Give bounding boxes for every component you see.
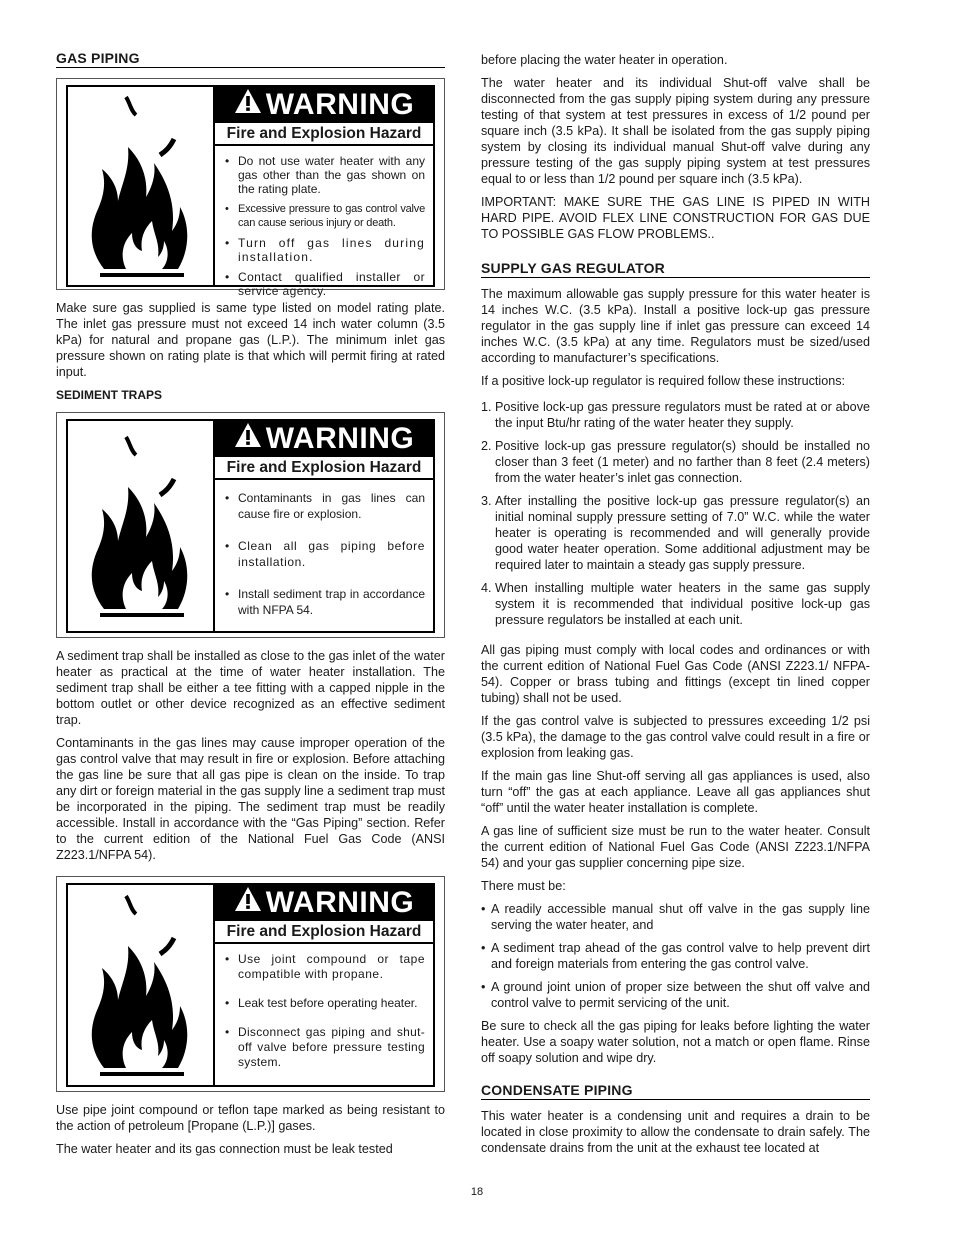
paragraph: Use pipe joint compound or teflon tape marked as being resistant to the action of petroleum [Propane (L.P.)] gases.: [56, 1103, 445, 1133]
paragraph: All gas piping must comply with local codes and ordinances or with the current edition of National Fuel Gas Code (ANSI Z223.1/ NFPA-54). Copper or brass tubing and fittings (except tin lined copper tubing) shall not be used.: [481, 643, 870, 705]
page-number: 18: [470, 1186, 484, 1198]
warning-triangle-icon: [234, 421, 262, 457]
section-heading-gas-piping: GAS PIPING: [56, 50, 445, 68]
warning-list: [215, 146, 433, 298]
warning-banner: [215, 885, 433, 921]
paragraph: Be sure to check all the gas piping for leaks before lighting the water heater. Use a soapy water solution, not a match or open flame. Rinse off soapy solution and wipe dry.: [481, 1019, 870, 1065]
paragraph: If the main gas line Shut-off serving all gas appliances is used, also turn “off” the gas at each appliance. Leave all gas appliances shut “off” until the water heater installation is complete.: [481, 769, 870, 815]
paragraph: A sediment trap shall be installed as close to the gas inlet of the water heater as practical at the time of water heater installation. The sediment trap shall be either a tee fitting with a capped nipple in the bottom outlet or other device recognized as an effective sediment trap.: [56, 649, 445, 727]
list-item: • A sediment trap ahead of the gas control valve to help prevent dirt and foreign materials from entering the gas control valve.: [481, 940, 870, 972]
step-number: 4.: [481, 581, 492, 595]
section-heading-condensate-piping: CONDENSATE PIPING: [481, 1082, 870, 1100]
warning-item: • Install sediment trap in accordance with NFPA 54.: [223, 586, 425, 618]
flame-icon: [68, 885, 215, 1085]
warning-frame: [66, 883, 435, 1087]
warning-triangle-icon: [234, 885, 262, 921]
flame-icon: [68, 87, 215, 285]
warning-triangle-icon: [234, 87, 262, 123]
hazard-title: Fire and Explosion Hazard: [215, 921, 433, 944]
warning-list: [215, 480, 433, 618]
section-heading-supply-gas-regulator: SUPPLY GAS REGULATOR: [481, 260, 870, 278]
paragraph: If a positive lock-up regulator is required follow these instructions:: [481, 374, 845, 388]
warning-banner: [215, 421, 433, 457]
warning-item: • Disconnect gas piping and shut-off valve before pressure testing system.: [223, 1025, 425, 1070]
paragraph: Contaminants in the gas lines may cause improper operation of the gas control valve that may result in fire or explosion. Before attaching the gas line be sure that all gas pipe is clean on the inside. To trap any dirt or foreign material in the gas supply line a sediment trap must be incorporated in the piping. The sediment trap must be readily accessible. Install in accordance with the “Gas Piping” section. Refer to the current edition of the National Fuel Gas Code (ANSI Z223.1/NFPA 54).: [56, 736, 445, 862]
warning-frame: [66, 85, 435, 298]
list-item: [481, 399, 870, 431]
hazard-title: Fire and Explosion Hazard: [215, 457, 433, 480]
warning-item: • Excessive pressure to gas control valve can cause serious injury or death.: [223, 202, 425, 230]
warning-box-contaminants: [56, 412, 445, 638]
subheading-sediment-traps: SEDIMENT TRAPS: [56, 388, 163, 402]
paragraph: If the gas control valve is subjected to pressures exceeding 1/2 psi (3.5 kPa), the damage to the gas control valve could result in a fire or explosion from leaking gas.: [481, 714, 870, 760]
warning-banner: [215, 87, 433, 123]
step-number: 1.: [481, 400, 492, 414]
list-item: [481, 438, 870, 486]
warning-title: WARNING: [265, 886, 415, 919]
paragraph: A gas line of sufficient size must be run to the water heater. Consult the current edition of National Fuel Gas Code (ANSI Z223.1/NFPA 54) and your gas supplier concerning pipe size.: [481, 824, 870, 870]
hazard-title: Fire and Explosion Hazard: [215, 123, 433, 146]
list-item: [481, 580, 870, 628]
step-text: Positive lock-up gas pressure regulators must be rated at or above the input Btu/hr rating of the water heater they supply.: [495, 400, 870, 430]
warning-title: WARNING: [265, 88, 415, 121]
step-number: 2.: [481, 439, 492, 453]
paragraph: This water heater is a condensing unit and requires a drain to be located in close proximity to allow the condensate to drain safely. The condensate drains from the unit at the exhaust tee located at: [481, 1109, 870, 1155]
paragraph: The maximum allowable gas supply pressure for this water heater is 14 inches W.C. (3.5 kPa). Install a positive lock-up gas pressure regulator in the gas supply line if inlet gas pressure can exceed 14 inches W.C. (3.5 kPa) at any time. Regulators must be sized/used according to manufacturer’s specifications.: [481, 287, 870, 365]
paragraph: The water heater and its gas connection must be leak tested: [56, 1142, 393, 1156]
step-number: 3.: [481, 494, 492, 508]
paragraph: IMPORTANT: MAKE SURE THE GAS LINE IS PIPED IN WITH HARD PIPE. AVOID FLEX LINE CONSTRUCTION FOR GAS DUE TO POSSIBLE GAS FLOW PROBLEMS..: [481, 195, 870, 241]
warning-item: • Turn off gas lines during installation.: [223, 236, 425, 264]
paragraph: There must be:: [481, 879, 566, 893]
list-item: [481, 493, 870, 573]
requirements-list: [481, 901, 870, 1011]
left-column: [56, 50, 445, 1164]
warning-list: [215, 944, 433, 1070]
step-text: Positive lock-up gas pressure regulator(s) should be installed no closer than 3 feet (1 meter) and no farther than 8 feet (2.4 meters) from the water heater’s inlet gas connection.: [495, 439, 870, 485]
paragraph: before placing the water heater in operation.: [481, 53, 728, 67]
warning-item: • Contaminants in gas lines can cause fire or explosion.: [223, 490, 425, 522]
list-item: • A ground joint union of proper size between the shut off valve and control valve to permit servicing of the unit.: [481, 979, 870, 1011]
warning-box-joint-compound: [56, 876, 445, 1092]
warning-item: • Contact qualified installer or service agency.: [223, 270, 425, 298]
warning-item: • Do not use water heater with any gas other than the gas shown on the rating plate.: [223, 154, 425, 196]
warning-item: • Leak test before operating heater.: [223, 996, 425, 1011]
warning-item: • Clean all gas piping before installation.: [223, 538, 425, 570]
step-text: When installing multiple water heaters in the same gas supply system it is recommended that individual positive lock-up gas pressure regulators be installed at each unit.: [495, 581, 870, 627]
flame-icon: [68, 421, 215, 631]
warning-box-gas-type: [56, 78, 445, 298]
paragraph: Make sure gas supplied is same type listed on model rating plate. The inlet gas pressure must not exceed 14 inch water column (3.5 kPa) for natural and propane gas (L.P.). The minimum inlet gas pressure shown on rating plate is that which will permit firing at rated input.: [56, 301, 445, 379]
warning-frame: [66, 419, 435, 633]
warning-item: • Use joint compound or tape compatible with propane.: [223, 952, 425, 982]
warning-title: WARNING: [265, 422, 415, 455]
paragraph: The water heater and its individual Shut-off valve shall be disconnected from the gas supply piping system during any pressure testing of that system at test pressures in excess of 1/2 pound per square inch (3.5 kPa). It shall be isolated from the gas supply piping system by closing its individual manual Shut-off valve during any pressure testing of the gas supply piping system at test pressures equal to or less than 1/2 pound per square inch (3.5 kPa).: [481, 76, 870, 186]
right-column: [481, 52, 870, 1163]
regulator-steps-list: [481, 399, 870, 628]
step-text: After installing the positive lock-up gas pressure regulator(s) an initial nominal supply pressure setting of 7.0” W.C. while the water heater is operating is recommended and will generally provide good water heater operation. Some additional adjustment may be required later to maintain a steady gas supply pressure.: [495, 494, 870, 572]
list-item: • A readily accessible manual shut off valve in the gas supply line serving the water heater, and: [481, 901, 870, 933]
